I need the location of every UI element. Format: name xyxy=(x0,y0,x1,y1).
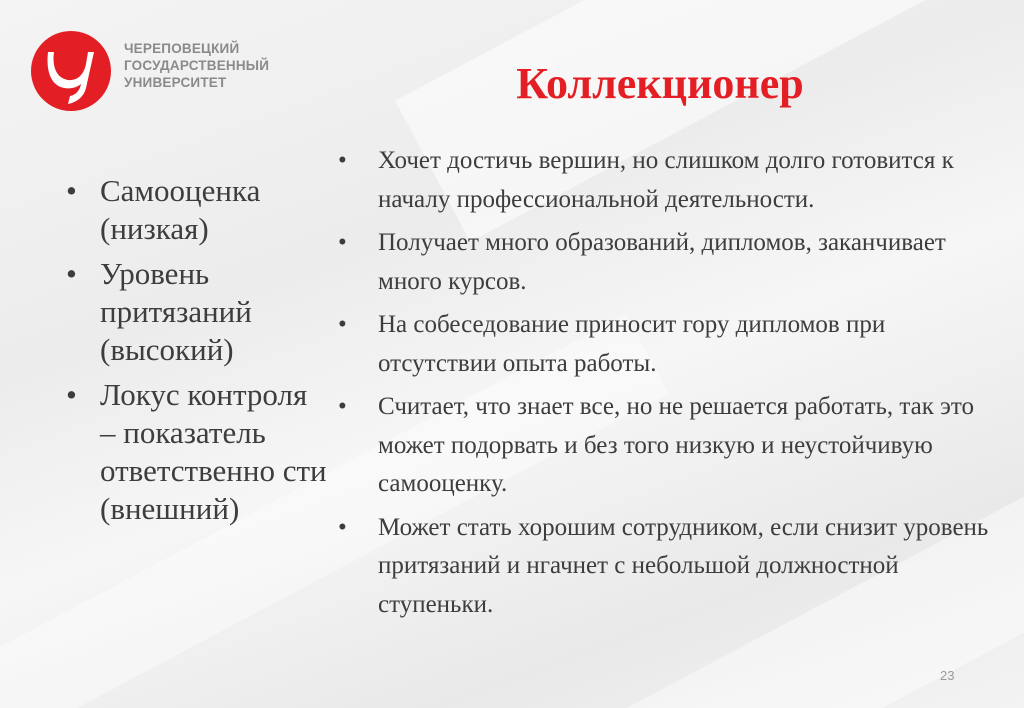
list-item xyxy=(60,172,330,248)
list-item xyxy=(336,388,996,504)
university-name xyxy=(124,40,269,91)
bullet-icon: • xyxy=(338,147,347,174)
list-item xyxy=(336,306,996,383)
right-bullet-list xyxy=(336,142,996,629)
list-item-text: Хочет достичь вершин, но слишком долго готовится к началу профессиональной деятельности. xyxy=(378,147,954,213)
list-item-text: Самооценка (низкая) xyxy=(100,173,261,246)
bullet-icon: • xyxy=(338,513,347,541)
bullet-icon: • xyxy=(338,393,347,420)
list-item-text: Получает много образований, дипломов, заканчивает много курсов. xyxy=(378,229,946,295)
bullet-icon: • xyxy=(66,173,77,208)
bullet-icon: • xyxy=(66,256,77,291)
bullet-icon: • xyxy=(338,229,347,256)
slide-title: Коллекционер xyxy=(516,59,804,108)
university-logo-icon xyxy=(30,30,112,112)
left-bullet-list xyxy=(60,172,330,535)
list-item xyxy=(336,509,996,625)
bullet-icon: • xyxy=(66,377,77,412)
list-item-text: На собеседование приносит гору дипломов при отсутствии опыта работы. xyxy=(378,311,886,377)
bullet-icon: • xyxy=(338,311,347,338)
university-name-line: УНИВЕРСИТЕТ xyxy=(124,75,227,90)
list-item xyxy=(336,224,996,301)
list-item-text: Локус контроля – показатель ответственно сти (внешний) xyxy=(100,377,327,526)
university-name-line: ЧЕРЕПОВЕЦКИЙ xyxy=(124,41,240,56)
list-item xyxy=(336,142,996,219)
list-item-text: Считает, что знает все, но не решается работать, так это может подорвать и без того низкую и неустойчивую самооценку. xyxy=(378,393,974,497)
university-name-line: ГОСУДАРСТВЕННЫЙ xyxy=(124,58,270,73)
list-item xyxy=(60,376,330,528)
list-item-text: Может стать хорошим сотрудником, если снизит уровень притязаний и нгачнет с небольшой должностной ступеньки. xyxy=(378,513,989,618)
page-number: 23 xyxy=(940,668,955,683)
list-item xyxy=(60,255,330,369)
list-item-text: Уровень притязаний (высокий) xyxy=(100,256,252,367)
